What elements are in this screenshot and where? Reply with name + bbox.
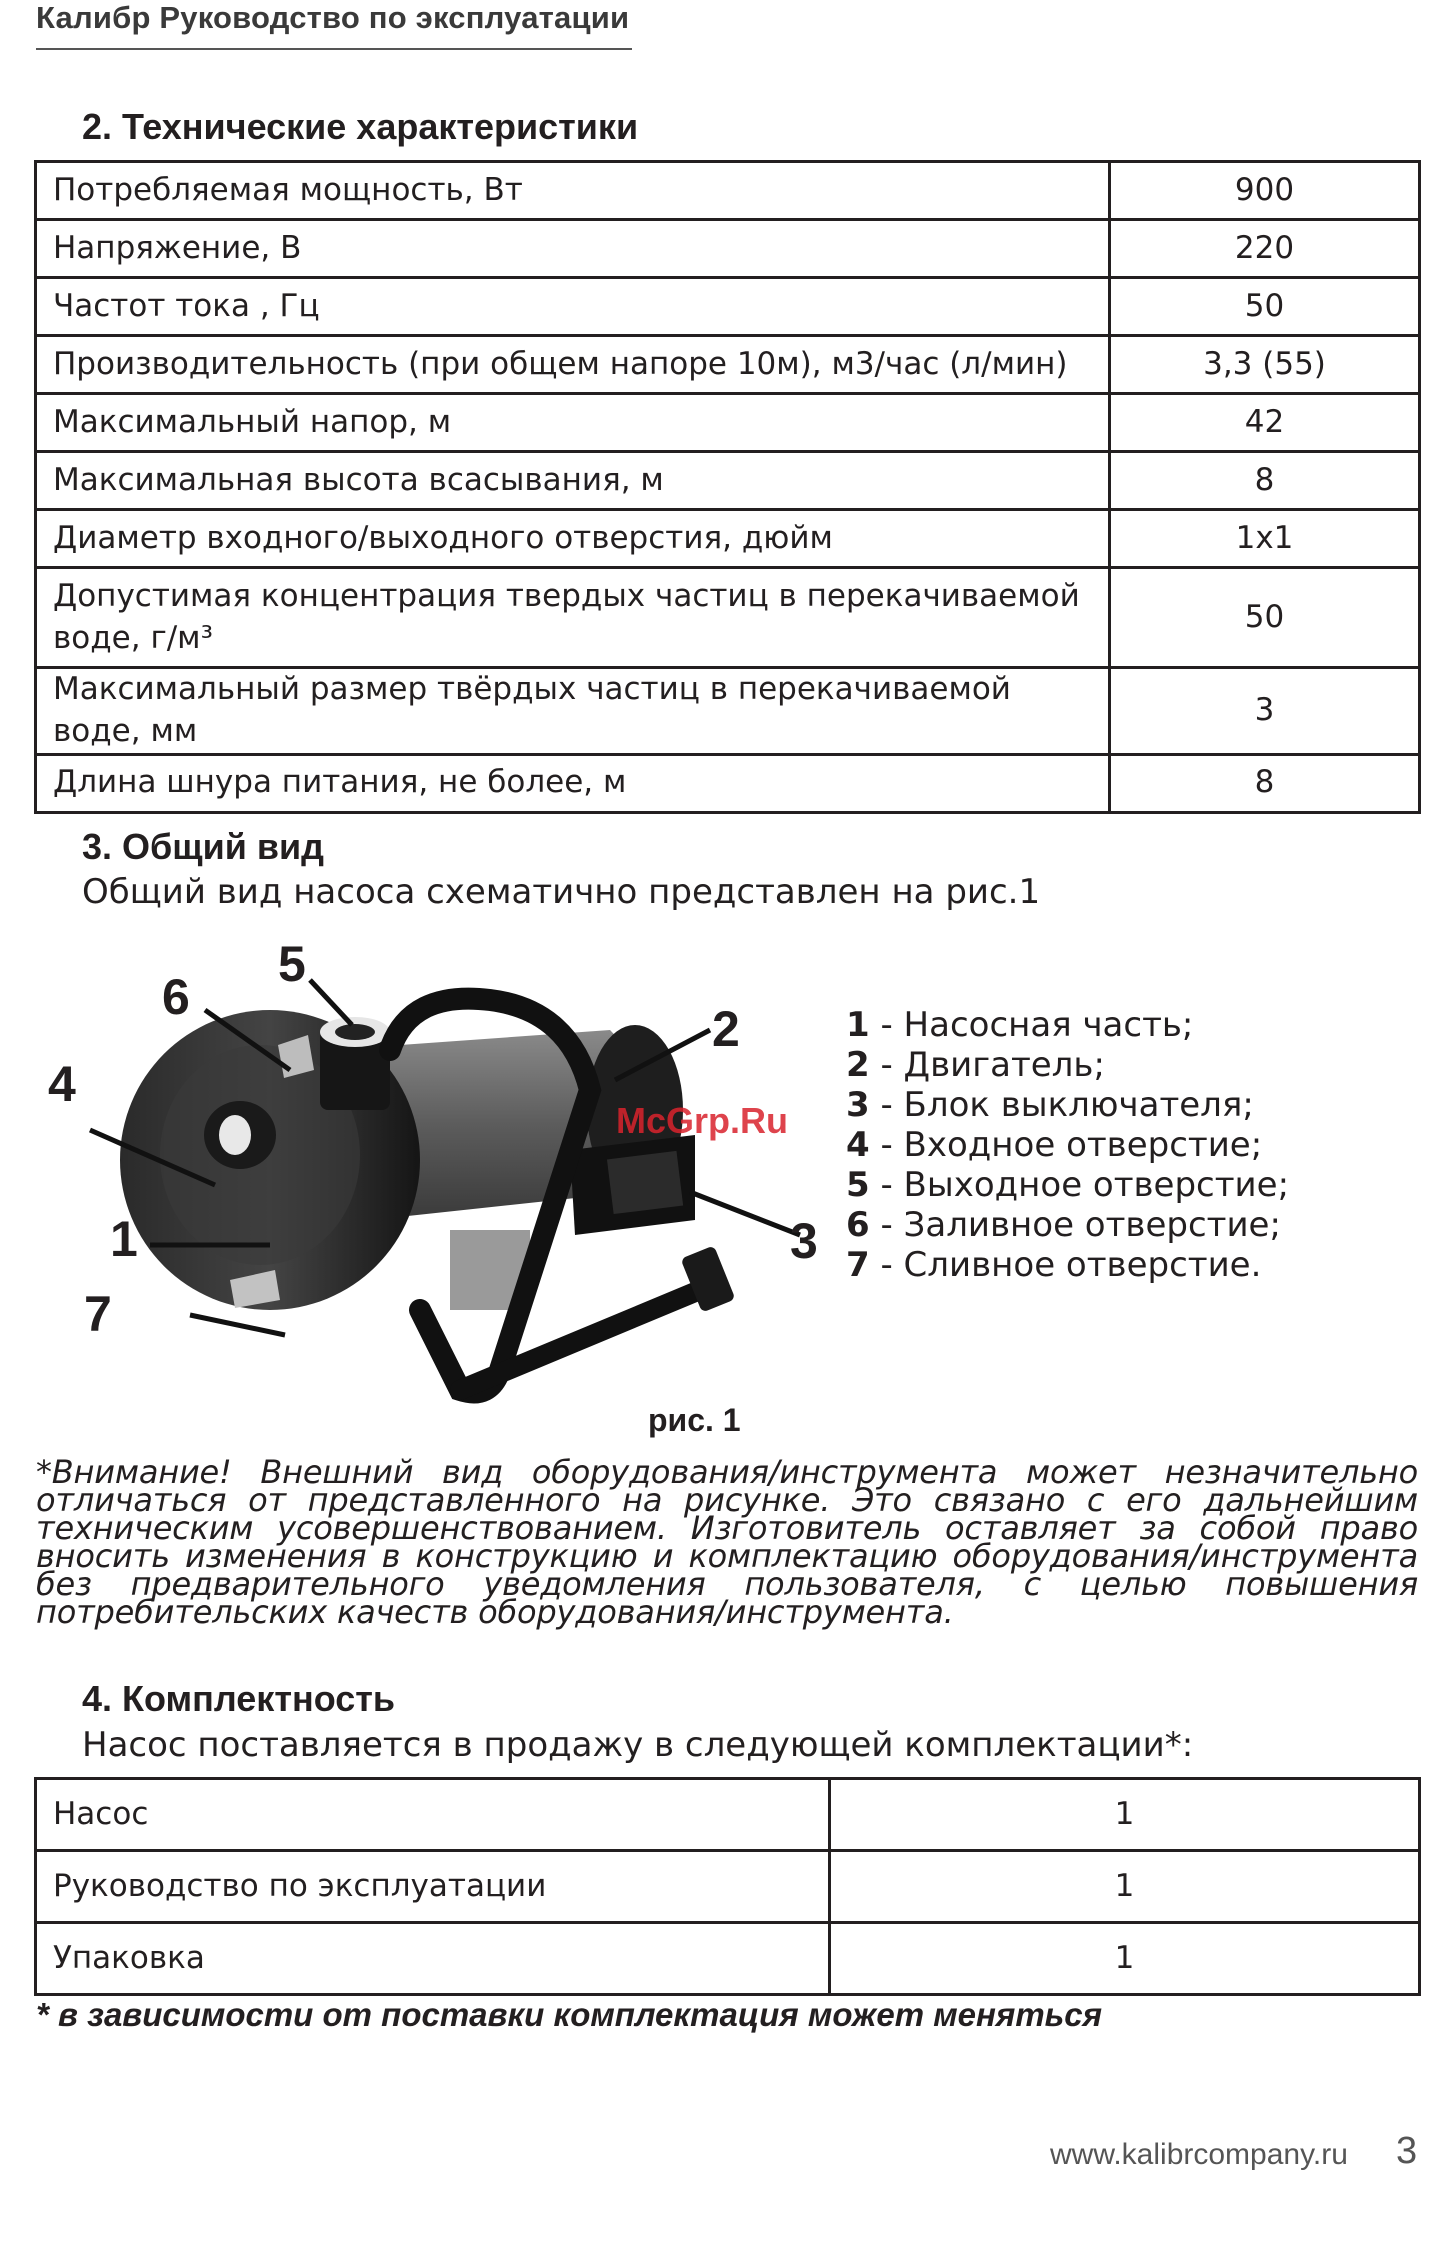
figure-caption: рис. 1 (648, 1402, 741, 1438)
specs-section-title: 2. Технические характеристики (82, 106, 639, 147)
legend-item-text: - Выходное отверстие; (869, 1165, 1290, 1205)
specs-row (36, 568, 1420, 668)
legend-item-text: - Двигатель; (869, 1045, 1105, 1085)
specs-row-value: 50 (1110, 568, 1420, 668)
specs-row-value: 220 (1110, 220, 1420, 278)
kit-row-label: Руководство по эксплуатации (36, 1851, 830, 1923)
legend-item (846, 1165, 1289, 1205)
specs-row (36, 278, 1420, 336)
specs-row (36, 220, 1420, 278)
legend-item-number: 1 (846, 1005, 870, 1045)
legend-item-text: - Насосная часть; (869, 1005, 1194, 1045)
callout-7: 7 (84, 1286, 112, 1342)
specs-row-label: Напряжение, В (36, 220, 1110, 278)
specs-row (36, 510, 1420, 568)
callout-1: 1 (110, 1211, 138, 1267)
kit-row-value: 1 (830, 1923, 1420, 1995)
specs-row-value: 8 (1110, 452, 1420, 510)
legend-item-number: 3 (846, 1085, 870, 1125)
legend-item-number: 7 (846, 1245, 870, 1285)
specs-row-value: 8 (1110, 754, 1420, 812)
kit-table (34, 1777, 1421, 1996)
disclaimer-note: *Внимание! Внешний вид оборудования/инструмента может незначительно отличаться от представленного на рисунке. Это связано с его дальнейшим техническим усовершенствованием. Изготовитель оставляет за собой право вносить изменения в конструкцию и комплектацию оборудования/инструмента без предварительного уведомления пользователя, с целью повышения потребительских качеств оборудования/инструмента. (36, 1453, 1418, 1631)
specs-row-label: Максимальный размер твёрдых частиц в перекачиваемой воде, мм (36, 668, 1110, 755)
header-divider (36, 48, 632, 50)
document-header-title: Калибр Руководство по эксплуатации (36, 0, 630, 35)
legend-item-number: 2 (846, 1045, 870, 1085)
specs-row (36, 336, 1420, 394)
specs-row-value: 42 (1110, 394, 1420, 452)
legend-item-text: - Заливное отверстие; (869, 1205, 1281, 1245)
specs-row-label: Потребляемая мощность, Вт (36, 162, 1110, 220)
specs-row (36, 452, 1420, 510)
legend-item-text: - Входное отверстие; (869, 1125, 1263, 1165)
specs-row-value: 900 (1110, 162, 1420, 220)
legend-item-number: 4 (846, 1125, 870, 1165)
legend-item-text: - Сливное отверстие. (869, 1245, 1262, 1285)
specs-row-label: Производительность (при общем напоре 10м), м3/час (л/мин) (36, 336, 1110, 394)
specs-row (36, 162, 1420, 220)
legend-item (846, 1125, 1289, 1165)
legend-item-number: 6 (846, 1205, 870, 1245)
callout-5: 5 (278, 936, 306, 992)
kit-row (36, 1923, 1420, 1995)
specs-table (34, 160, 1421, 814)
kit-intro-label: Насос поставляется в продажу в следующей комплектации*: (82, 1725, 1194, 1765)
figure-legend (846, 1005, 1289, 1285)
legend-item (846, 1245, 1289, 1285)
legend-item-number: 5 (846, 1165, 870, 1205)
footer-website[interactable]: www.kalibrcompany.ru (1050, 2138, 1348, 2171)
kit-row (36, 1851, 1420, 1923)
legend-item (846, 1005, 1289, 1045)
legend-item (846, 1085, 1289, 1125)
kit-footnote: * в зависимости от поставки комплектация может меняться (36, 1996, 1103, 2033)
legend-item (846, 1205, 1289, 1245)
specs-row-value: 3 (1110, 668, 1420, 755)
kit-row (36, 1779, 1420, 1851)
kit-row-value: 1 (830, 1779, 1420, 1851)
specs-row-value: 1х1 (1110, 510, 1420, 568)
legend-item-text: - Блок выключателя; (869, 1085, 1254, 1125)
specs-row-label: Частот тока , Гц (36, 278, 1110, 336)
specs-row-label: Максимальный напор, м (36, 394, 1110, 452)
specs-row-label: Длина шнура питания, не более, м (36, 754, 1110, 812)
specs-row (36, 394, 1420, 452)
specs-row-value: 50 (1110, 278, 1420, 336)
overview-intro-text: Общий вид насоса схематично представлен на рис.1 (82, 872, 1041, 912)
specs-row-label: Диаметр входного/выходного отверстия, дюйм (36, 510, 1110, 568)
specs-row-label: Максимальная высота всасывания, м (36, 452, 1110, 510)
legend-item (846, 1045, 1289, 1085)
callout-4: 4 (48, 1056, 76, 1112)
kit-row-label: Упаковка (36, 1923, 830, 1995)
kit-intro-text (82, 1725, 1193, 1765)
kit-row-label: Насос (36, 1779, 830, 1851)
specs-row-label: Допустимая концентрация твердых частиц в перекачиваемой воде, г/м³ (36, 568, 1110, 668)
overview-section-title: 3. Общий вид (82, 826, 325, 867)
specs-row (36, 668, 1420, 755)
kit-row-value: 1 (830, 1851, 1420, 1923)
watermark-text: McGrp.Ru (616, 1100, 789, 1141)
callout-3: 3 (790, 1213, 818, 1269)
page-number: 3 (1396, 2130, 1418, 2172)
callout-2: 2 (712, 1001, 740, 1057)
callout-6: 6 (162, 969, 190, 1025)
specs-row (36, 754, 1420, 812)
specs-row-value: 3,3 (55) (1110, 336, 1420, 394)
kit-section-title: 4. Комплектность (82, 1678, 395, 1719)
